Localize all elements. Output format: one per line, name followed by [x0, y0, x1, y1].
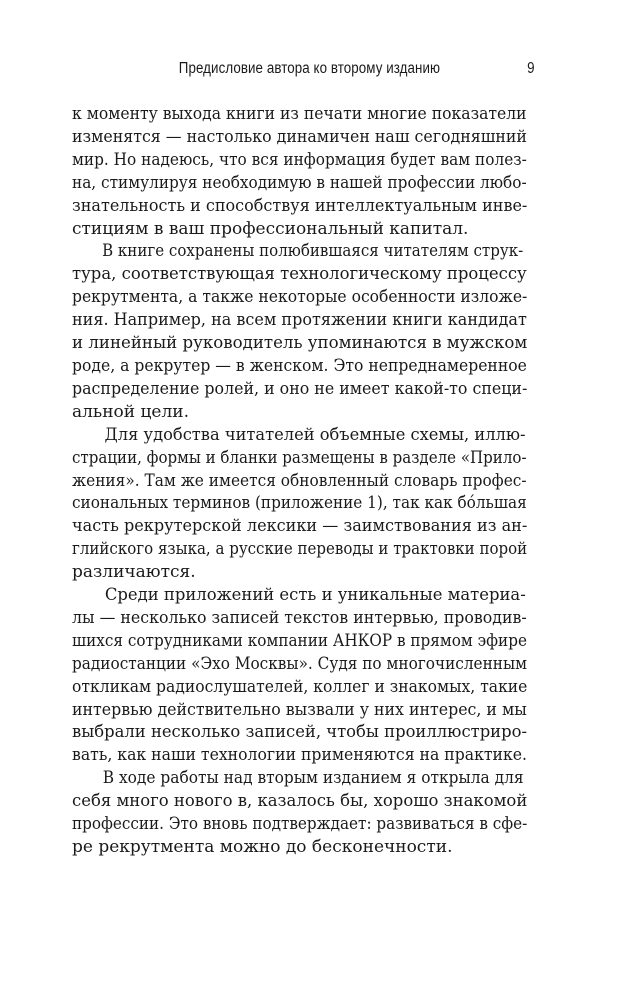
paragraph [72, 240, 527, 423]
text-line: Среди приложений есть и уникальные материа- [104, 585, 526, 606]
text-line: знательность и способствуя интеллектуальным инве- [72, 195, 528, 216]
text-line: тура, соответствующая технологическому процессу [72, 264, 527, 285]
text-line: шихся сотрудниками компании АНКОР в прямом эфире [72, 630, 527, 651]
text-line: различаются. [72, 562, 196, 583]
text-line: интервью действительно вызвали у них интерес, и мы [72, 699, 527, 720]
text-line: выбрали несколько записей, чтобы проиллюстриро- [72, 722, 528, 743]
text-line: роде, а рекрутер — в женском. Это непреднамеренное [72, 355, 527, 376]
text-line: В ходе работы над вторым изданием я открыла для [102, 768, 524, 789]
text-line: лы — несколько записей текстов интервью, проводив- [72, 607, 527, 628]
paragraph [72, 424, 527, 584]
text-line: ре рекрутмента можно до бесконечности. [72, 837, 453, 857]
text-line: Для удобства читателей объемные схемы, иллю- [104, 424, 526, 445]
text-line: себя много нового в, казалось бы, хорошо знакомой [72, 791, 528, 812]
text-line: рекрутмента, а также некоторые особенности изложе- [72, 287, 528, 308]
text-line: вать, как наши технологии применяются на практике. [72, 745, 528, 766]
body-text [72, 103, 527, 859]
paragraph [72, 584, 527, 767]
text-line: сиональных терминов (приложение 1), так как бо́льшая [72, 493, 527, 514]
paragraph [72, 103, 527, 240]
text-line: альной цели. [72, 401, 190, 422]
text-line: ния. Например, на всем протяжении книги кандидат [72, 310, 527, 331]
page-number: 9 [527, 60, 535, 77]
paragraph [72, 767, 527, 859]
text-line: на, стимулируя необходимую в нашей профессии любо- [72, 172, 527, 193]
text-line: радиостанции «Эхо Москвы». Судя по многочисленным [72, 653, 528, 674]
text-line: и линейный руководитель упоминаются в мужском [72, 333, 528, 354]
text-line: откликам радиослушателей, коллег и знакомых, такие [72, 676, 528, 697]
text-line: профессии. Это вновь подтверждает: развиваться в сфе- [72, 814, 528, 835]
text-line: распределение ролей, и оно не имеет какой-то специ- [72, 378, 528, 399]
text-line: к моменту выхода книги из печати многие показатели [72, 104, 527, 124]
text-line: глийского языка, а русские переводы и трактовки порой [72, 539, 528, 560]
text-line: В книге сохранены полюбившаяся читателям струк- [102, 241, 524, 262]
text-line: мир. Но надеюсь, что вся информация будет вам полез- [72, 149, 527, 170]
text-line: часть рекрутерской лексики — заимствования из ан- [72, 516, 528, 537]
text-line: изменятся — настолько динамичен наш сегодняшний [72, 126, 527, 147]
chapter-title: Предисловие автора ко второму изданию [178, 60, 441, 77]
text-line: жения». Там же имеется обновленный словарь профес- [72, 470, 527, 491]
text-line: страции, формы и бланки размещены в разделе «Прило- [72, 447, 527, 468]
text-line: стициям в ваш профессиональный капитал. [72, 218, 469, 239]
running-head [110, 60, 535, 84]
